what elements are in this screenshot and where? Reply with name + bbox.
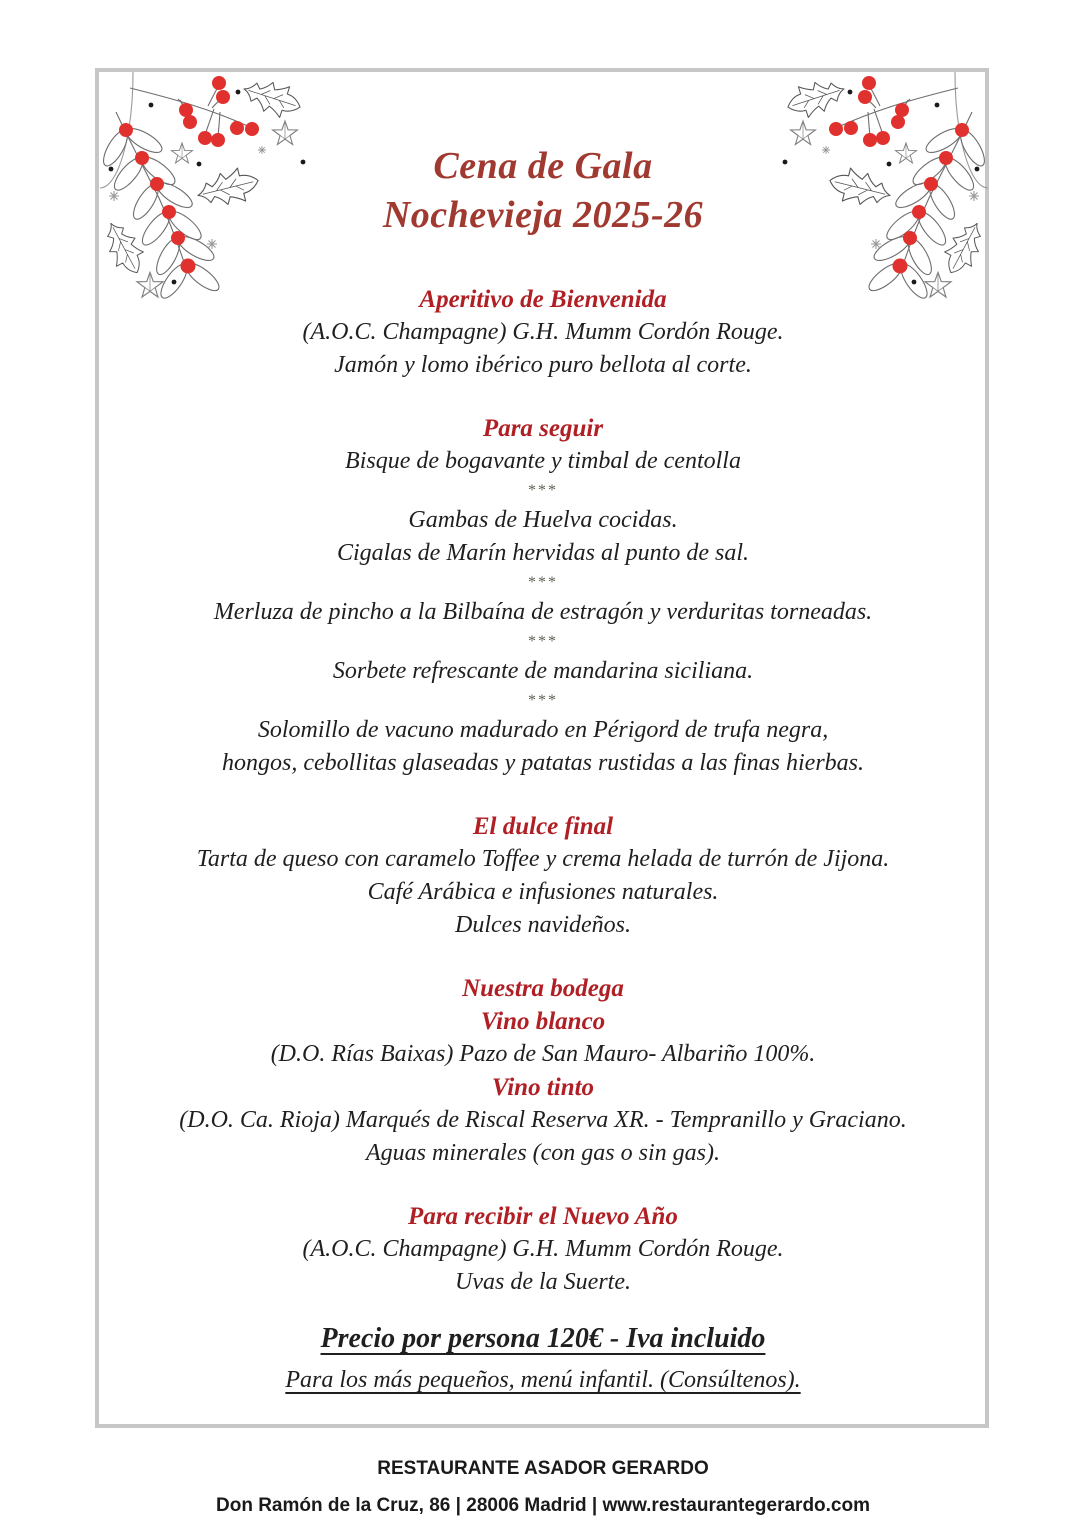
- menu-item: Bisque de bogavante y timbal de centolla: [345, 448, 741, 474]
- course-separator: ***: [528, 692, 558, 709]
- menu-item: (A.O.C. Champagne) G.H. Mumm Cordón Rouge.: [302, 1236, 784, 1262]
- price-per-person: Precio por persona 120€ - Iva incluido: [320, 1323, 766, 1354]
- menu-item: Dulces navideños.: [455, 912, 631, 938]
- menu-title-line2: Nochevieja 2025-26: [382, 194, 704, 236]
- menu-item: Tarta de queso con caramelo Toffee y crema helada de turrón de Jijona.: [196, 846, 890, 872]
- section-heading: Para seguir: [482, 415, 604, 442]
- menu-item: (D.O. Ca. Rioja) Marqués de Riscal Reserva XR. - Tempranillo y Graciano.: [179, 1107, 907, 1133]
- section-heading: Para recibir el Nuevo Año: [408, 1203, 678, 1230]
- section-aperitivo-de-bienvenida: [120, 283, 966, 382]
- menu-item: Sorbete refrescante de mandarina siciliana.: [332, 658, 754, 684]
- section-heading: Aperitivo de Bienvenida: [419, 286, 667, 313]
- section-para-recibir-el-nuevo-ano: [120, 1200, 966, 1299]
- menu-content: [120, 283, 966, 1399]
- restaurant-address: Don Ramón de la Cruz, 86 | 28006 Madrid | www.restaurantegerardo.com: [216, 1495, 870, 1516]
- menu-item: Aguas minerales (con gas o sin gas).: [366, 1140, 720, 1166]
- wine-subheading: Vino blanco: [480, 1008, 606, 1035]
- section-heading: Nuestra bodega: [462, 975, 624, 1002]
- children-menu-note: Para los más pequeños, menú infantil. (Consúltenos).: [285, 1367, 801, 1393]
- menu-item: Café Arábica e infusiones naturales.: [367, 879, 719, 905]
- course-separator: ***: [528, 574, 558, 591]
- wine-subheading: Vino tinto: [491, 1074, 595, 1101]
- section-para-seguir: [120, 412, 966, 780]
- menu-item: Merluza de pincho a la Bilbaína de estragón y verduritas torneadas.: [213, 599, 873, 625]
- menu-item: Cigalas de Marín hervidas al punto de sal.: [337, 540, 749, 566]
- course-separator: ***: [528, 633, 558, 650]
- page-footer: [0, 1450, 1086, 1524]
- menu-item: Gambas de Huelva cocidas.: [408, 507, 678, 533]
- menu-item: hongos, cebollitas glaseadas y patatas rustidas a las finas hierbas.: [221, 750, 865, 776]
- menu-item: Solomillo de vacuno madurado en Périgord de trufa negra,: [257, 717, 829, 743]
- section-heading: El dulce final: [472, 813, 614, 840]
- menu-item: (D.O. Rías Baixas) Pazo de San Mauro- Albariño 100%.: [270, 1041, 816, 1067]
- section-el-dulce-final: [120, 810, 966, 942]
- menu-title: [0, 142, 1086, 240]
- pricing-block: [120, 1317, 966, 1399]
- menu-item: Jamón y lomo ibérico puro bellota al corte.: [334, 352, 752, 378]
- course-separator: ***: [528, 482, 558, 499]
- section-nuestra-bodega: [120, 972, 966, 1170]
- restaurant-name: RESTAURANTE ASADOR GERARDO: [377, 1458, 709, 1479]
- menu-title-line1: Cena de Gala: [433, 145, 653, 187]
- menu-item: (A.O.C. Champagne) G.H. Mumm Cordón Rouge.: [302, 319, 784, 345]
- menu-item: Uvas de la Suerte.: [455, 1269, 631, 1295]
